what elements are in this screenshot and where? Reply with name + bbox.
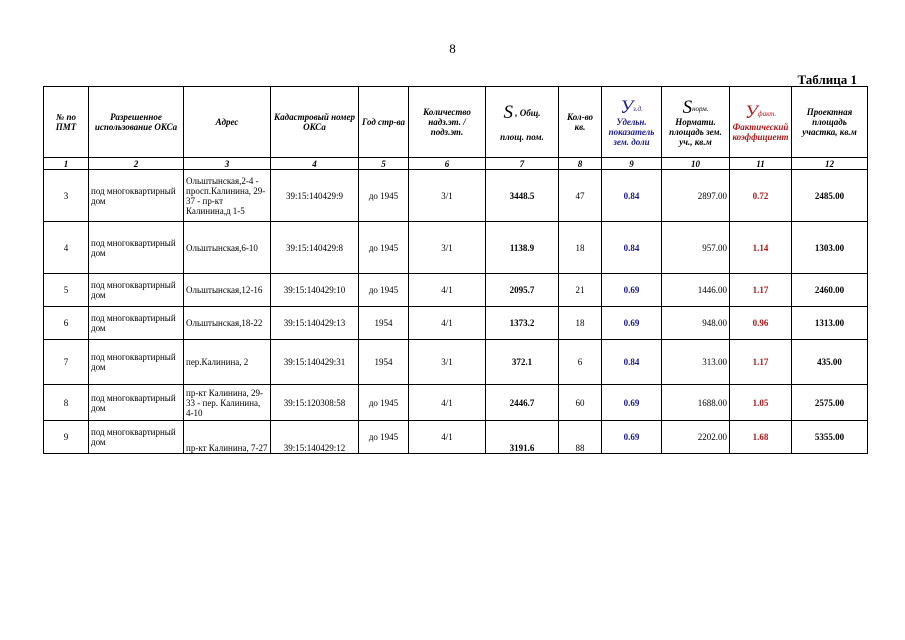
cell-specific-indicator: 0.84: [602, 170, 662, 222]
cell-address: Ольштынская,2-4 - просп.Калинина, 29-37 - пр-кт Калинина,д 1-5: [184, 170, 271, 222]
cell-cadastral-number: 39:15:140429:9: [271, 170, 359, 222]
cell-project-area: 435.00: [792, 340, 868, 385]
table-row: [44, 421, 868, 454]
header-norm-area-text: Нормати. площадь зем. уч., кв.м: [669, 116, 722, 147]
header-address: Адрес: [184, 87, 271, 158]
cell-build-year: до 1945: [359, 222, 409, 274]
cell-address: Ольштынская,6-10: [184, 222, 271, 274]
cell-floors: 4/1: [409, 421, 486, 454]
header-pmt-number: № по ПМТ: [44, 87, 89, 158]
cell-apartments: 21: [559, 274, 602, 307]
cell-floors: 4/1: [409, 274, 486, 307]
cell-apartments: 88: [559, 421, 602, 454]
cell-cadastral-number: 39:15:140429:10: [271, 274, 359, 307]
header-total-area-text2: площ. пом.: [500, 131, 544, 142]
cell-cadastral-number: 39:15:140429:31: [271, 340, 359, 385]
header-floors: Количество надз.эт. / подз.эт.: [409, 87, 486, 158]
cell-floors: 3/1: [409, 222, 486, 274]
cell-actual-coefficient: 1.14: [730, 222, 792, 274]
table-row: [44, 385, 868, 421]
table-row: [44, 170, 868, 222]
column-number: 3: [184, 158, 271, 170]
cell-floors: 4/1: [409, 385, 486, 421]
cell-pmt-number: 5: [44, 274, 89, 307]
cell-total-area: 3448.5: [486, 170, 559, 222]
header-cadastral-number: Кадастровый номер ОКСа: [271, 87, 359, 158]
cell-actual-coefficient: 1.17: [730, 340, 792, 385]
cell-cadastral-number: 39:15:140429:8: [271, 222, 359, 274]
cell-permitted-use: под многоквартирный дом: [89, 421, 184, 454]
cell-apartments: 18: [559, 307, 602, 340]
cell-permitted-use: под многоквартирный дом: [89, 340, 184, 385]
cell-cadastral-number: 39:15:140429:13: [271, 307, 359, 340]
cell-total-area: 372.1: [486, 340, 559, 385]
cell-permitted-use: под многоквартирный дом: [89, 170, 184, 222]
cell-address: пер.Калинина, 2: [184, 340, 271, 385]
column-number: 6: [409, 158, 486, 170]
column-number: 12: [792, 158, 868, 170]
cell-total-area: 2446.7: [486, 385, 559, 421]
cell-address: пр-кт Калинина, 29-33 - пер. Калинина, 4-10: [184, 385, 271, 421]
cell-project-area: 1303.00: [792, 222, 868, 274]
cell-specific-indicator: 0.69: [602, 421, 662, 454]
header-specific-symbol: У: [620, 96, 633, 118]
header-apartments: Кол-во кв.: [559, 87, 602, 158]
column-number: 4: [271, 158, 359, 170]
data-table: [43, 86, 868, 454]
cell-permitted-use: под многоквартирный дом: [89, 307, 184, 340]
cell-cadastral-number: 39:15:140429:12: [271, 421, 359, 454]
cell-actual-coefficient: 0.96: [730, 307, 792, 340]
header-norm-area-symbol: S: [682, 96, 693, 118]
header-actual-text: Фактический коэффициент: [732, 121, 789, 142]
cell-project-area: 2485.00: [792, 170, 868, 222]
cell-project-area: 2575.00: [792, 385, 868, 421]
header-total-area-symbol: S: [503, 101, 513, 123]
page-number: 8: [449, 41, 456, 56]
header-actual-sub: факт.: [757, 109, 777, 118]
column-number: 8: [559, 158, 602, 170]
table-caption: Таблица 1: [797, 72, 857, 87]
cell-build-year: до 1945: [359, 170, 409, 222]
header-actual-symbol: У: [744, 101, 758, 123]
cell-address: Ольштынская,18-22: [184, 307, 271, 340]
cell-project-area: 1313.00: [792, 307, 868, 340]
header-specific-indicator: [602, 87, 662, 158]
cell-pmt-number: 9: [44, 421, 89, 454]
header-permitted-use: Разрешенное использование ОКСа: [89, 87, 184, 158]
cell-floors: 3/1: [409, 170, 486, 222]
cell-norm-area: 957.00: [662, 222, 730, 274]
cell-build-year: 1954: [359, 340, 409, 385]
cell-pmt-number: 6: [44, 307, 89, 340]
header-actual-coefficient: [730, 87, 792, 158]
header-norm-area-sub: норм.: [692, 104, 709, 113]
cell-apartments: 18: [559, 222, 602, 274]
cell-norm-area: 2897.00: [662, 170, 730, 222]
cell-norm-area: 1688.00: [662, 385, 730, 421]
table-row: [44, 340, 868, 385]
cell-project-area: 5355.00: [792, 421, 868, 454]
header-total-area: [486, 87, 559, 158]
cell-apartments: 47: [559, 170, 602, 222]
column-number: 1: [44, 158, 89, 170]
header-norm-area: [662, 87, 730, 158]
cell-build-year: до 1945: [359, 421, 409, 454]
cell-actual-coefficient: 1.17: [730, 274, 792, 307]
cell-total-area: 1373.2: [486, 307, 559, 340]
cell-floors: 3/1: [409, 340, 486, 385]
cell-specific-indicator: 0.69: [602, 274, 662, 307]
cell-actual-coefficient: 0.72: [730, 170, 792, 222]
header-specific-sub: з.д.: [633, 104, 643, 113]
cell-pmt-number: 3: [44, 170, 89, 222]
cell-specific-indicator: 0.84: [602, 340, 662, 385]
column-number: 5: [359, 158, 409, 170]
cell-total-area: 2095.7: [486, 274, 559, 307]
cell-address: Ольштынская,12-16: [184, 274, 271, 307]
cell-norm-area: 2202.00: [662, 421, 730, 454]
cell-project-area: 2460.00: [792, 274, 868, 307]
header-row: [44, 87, 868, 158]
column-number-row: [44, 158, 868, 170]
cell-norm-area: 948.00: [662, 307, 730, 340]
cell-actual-coefficient: 1.05: [730, 385, 792, 421]
cell-specific-indicator: 0.69: [602, 307, 662, 340]
cell-permitted-use: под многоквартирный дом: [89, 222, 184, 274]
cell-apartments: 60: [559, 385, 602, 421]
header-specific-text: Удельн. показатель зем. доли: [608, 116, 655, 147]
header-project-area: Проектная площадь участка, кв.м: [792, 87, 868, 158]
cell-specific-indicator: 0.84: [602, 222, 662, 274]
cell-build-year: до 1945: [359, 385, 409, 421]
cell-norm-area: 1446.00: [662, 274, 730, 307]
cell-address: пр-кт Калинина, 7-27: [184, 421, 271, 454]
header-build-year: Год стр-ва: [359, 87, 409, 158]
column-number: 9: [602, 158, 662, 170]
cell-build-year: 1954: [359, 307, 409, 340]
cell-total-area: 1138.9: [486, 222, 559, 274]
table-row: [44, 222, 868, 274]
column-number: 11: [730, 158, 792, 170]
cell-apartments: 6: [559, 340, 602, 385]
cell-actual-coefficient: 1.68: [730, 421, 792, 454]
table-row: [44, 307, 868, 340]
cell-permitted-use: под многоквартирный дом: [89, 274, 184, 307]
cell-pmt-number: 4: [44, 222, 89, 274]
cell-floors: 4/1: [409, 307, 486, 340]
cell-pmt-number: 7: [44, 340, 89, 385]
table-row: [44, 274, 868, 307]
cell-pmt-number: 8: [44, 385, 89, 421]
column-number: 2: [89, 158, 184, 170]
cell-cadastral-number: 39:15:120308:58: [271, 385, 359, 421]
column-number: 10: [662, 158, 730, 170]
cell-permitted-use: под многоквартирный дом: [89, 385, 184, 421]
cell-specific-indicator: 0.69: [602, 385, 662, 421]
cell-total-area: 3191.6: [486, 421, 559, 454]
header-total-area-text: , Общ.: [515, 107, 541, 118]
column-number: 7: [486, 158, 559, 170]
cell-build-year: до 1945: [359, 274, 409, 307]
cell-norm-area: 313.00: [662, 340, 730, 385]
